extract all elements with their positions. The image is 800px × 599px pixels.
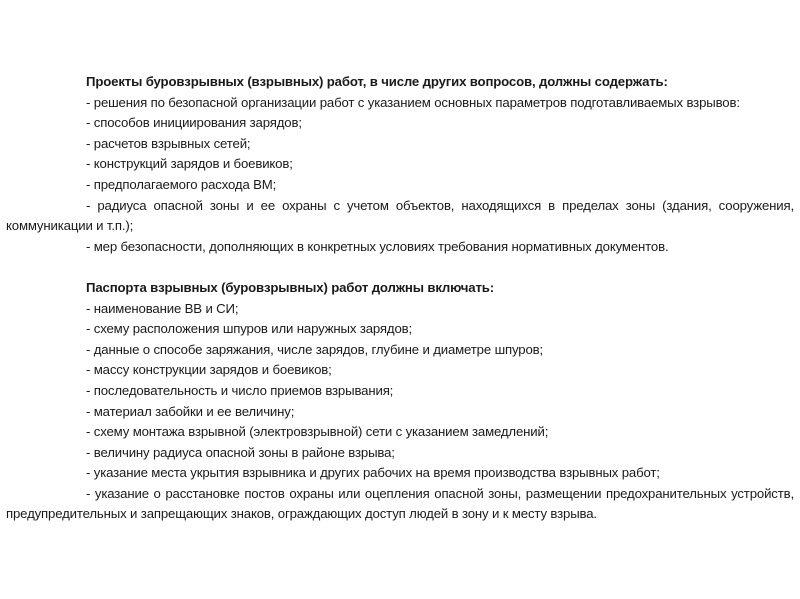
- section1-item-0: - решения по безопасной организации работ с указанием основных параметров подготавливаемых взрывов:: [86, 94, 740, 110]
- section2-item-3: - массу конструкции зарядов и боевиков;: [86, 362, 332, 378]
- section1-heading: Проекты буровзрывных (взрывных) работ, в числе других вопросов, должны содержать:: [86, 74, 668, 89]
- section1-item-4: - предполагаемого расхода ВМ;: [86, 176, 277, 192]
- section1-item-3: - конструкций зарядов и боевиков;: [86, 156, 293, 172]
- section1-item-1: - способов инициирования зарядов;: [86, 115, 302, 131]
- section2-item-4: - последовательность и число приемов взрывания;: [86, 382, 394, 398]
- section1-item-2: - расчетов взрывных сетей;: [86, 135, 251, 151]
- section2-item-0: - наименование ВВ и СИ;: [86, 300, 239, 316]
- section2-heading: Паспорта взрывных (буровзрывных) работ должны включать:: [86, 279, 494, 295]
- section2-item-5: - материал забойки и ее величину;: [86, 403, 295, 419]
- section-spacer: [6, 257, 794, 278]
- section2-item-1: - схему расположения шпуров или наружных зарядов;: [86, 321, 413, 337]
- section2-item-9: - указание о расстановке постов охраны или оцепления опасной зоны, размещении предохранительных устройств, предупредительных и запрещающих знаков, ограждающих доступ людей в зону и к месту взрыва.: [6, 485, 794, 522]
- section2-item-7: - величину радиуса опасной зоны в районе взрыва;: [86, 444, 395, 460]
- document-page: [6, 72, 794, 525]
- section1-item-5: - радиуса опасной зоны и ее охраны с учетом объектов, находящихся в пределах зоны (здания, сооружения, коммуникации и т.п.);: [6, 197, 794, 234]
- section1-item-6: - мер безопасности, дополняющих в конкретных условиях требования нормативных документов.: [86, 238, 669, 254]
- section2-item-2: - данные о способе заряжания, числе зарядов, глубине и диаметре шпуров;: [86, 341, 544, 357]
- section2-item-6: - схему монтажа взрывной (электровзрывной) сети с указанием замедлений;: [86, 424, 549, 440]
- section2-item-8: - указание места укрытия взрывника и других рабочих на время производства взрывных работ;: [86, 465, 660, 481]
